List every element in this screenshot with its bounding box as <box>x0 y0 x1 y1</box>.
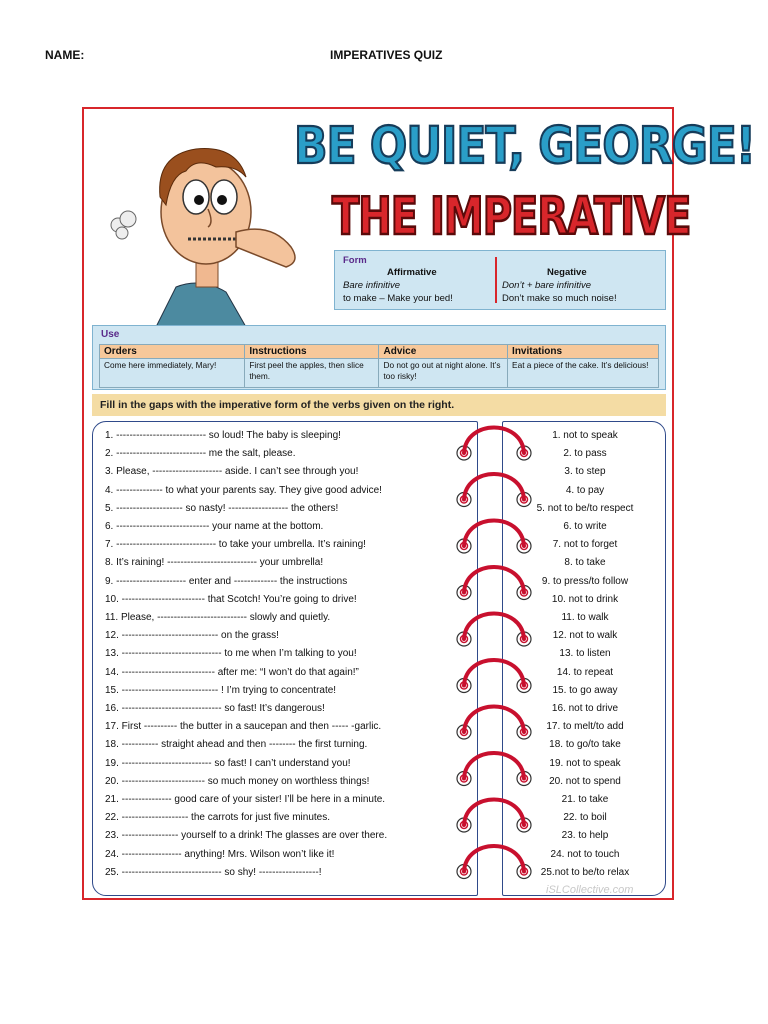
sentence-item: 23. ----------------- yourself to a drink! The glasses are over there. <box>105 830 388 842</box>
verb-item: 1. not to speak <box>552 430 618 441</box>
affirmative-rule: Bare infinitive <box>343 280 401 291</box>
ring-icon <box>457 660 531 693</box>
ring-icon <box>457 521 531 554</box>
sentence-item: 6. ---------------------------- your name at the bottom. <box>105 521 324 532</box>
verb-item: 4. to pay <box>565 484 605 496</box>
ring-icon <box>457 753 531 786</box>
sentence-item: 10. ------------------------- that Scotch! You’re going to drive! <box>105 593 357 605</box>
verb-item: 18. to go/to take <box>549 739 621 751</box>
sentence-item: 15. ----------------------------- ! I’m trying to concentrate! <box>105 684 337 696</box>
sentence-item: 9. --------------------- enter and ------------- the instructions <box>105 575 348 587</box>
use-example-orders: Come here immediately, Mary! <box>100 359 245 388</box>
form-divider <box>495 257 497 303</box>
title-be-quiet-george: BE QUIET, GEORGE! <box>294 117 755 176</box>
sentence-item: 5. -------------------- so nasty! ------------------ the others! <box>105 502 339 514</box>
sentence-item: 13. ------------------------------ to me when I’m talking to you! <box>105 648 357 660</box>
verb-item: 7. not to forget <box>552 539 618 551</box>
negative-rule: Don’t + bare infinitive <box>502 280 591 291</box>
use-col-advice: Advice <box>379 345 508 359</box>
worksheet-frame <box>82 107 755 900</box>
watermark: iSLCollective.com <box>546 884 634 896</box>
sentence-item: 1. --------------------------- so loud! The baby is sleeping! <box>105 430 341 441</box>
sentence-item: 12. ----------------------------- on the grass! <box>105 630 279 642</box>
quiz-title: IMPERATIVES QUIZ <box>330 48 443 62</box>
verb-item: 20. not to spend <box>549 775 621 787</box>
verb-item: 23. to help <box>561 830 609 842</box>
sentence-item: 19. --------------------------- so fast! I can’t understand you! <box>105 757 351 769</box>
verb-item: 2. to pass <box>563 448 607 460</box>
name-label: NAME: <box>45 48 85 62</box>
verb-item: 6. to write <box>563 521 607 532</box>
use-col-invitations: Invitations <box>508 345 659 359</box>
form-title: Form <box>343 255 367 266</box>
ring-icon <box>457 846 531 879</box>
title-the-imperative: THE IMPERATIVE <box>332 187 691 247</box>
verb-item: 8. to take <box>564 557 606 569</box>
use-box <box>92 325 666 390</box>
sentence-item: 8. It’s raining! --------------------------- your umbrella! <box>105 557 324 569</box>
verb-item: 13. to listen <box>559 648 611 660</box>
sentence-item: 25. ------------------------------ so shy! ------------------! <box>105 866 322 878</box>
ring-icon <box>457 428 531 461</box>
ring-icon <box>457 800 531 833</box>
sentence-item: 3. Please, --------------------- aside. I can’t see through you! <box>105 466 359 478</box>
puff-icon <box>111 211 136 239</box>
verb-item: 22. to boil <box>563 812 607 824</box>
verb-item: 21. to take <box>561 794 609 805</box>
use-col-instructions: Instructions <box>245 345 379 359</box>
sentence-item: 14. ---------------------------- after me: “I won’t do that again!” <box>105 666 359 678</box>
affirmative-heading: Affirmative <box>387 267 437 278</box>
use-example-instructions: First peel the apples, then slice them. <box>245 359 379 388</box>
verb-item: 24. not to touch <box>550 848 620 860</box>
use-title: Use <box>101 329 120 340</box>
sentence-item: 21. --------------- good care of your sister! I’ll be here in a minute. <box>105 794 386 805</box>
sentence-item: 17. First ---------- the butter in a saucepan and then ----- -garlic. <box>105 721 382 733</box>
verb-item: 15. to go away <box>552 684 618 696</box>
verb-item: 10. not to drink <box>551 593 619 605</box>
sentence-item: 4. -------------- to what your parents say. They give good advice! <box>105 484 382 496</box>
sentence-item: 22. -------------------- the carrots for just five minutes. <box>105 812 330 824</box>
sentence-item: 24. ------------------ anything! Mrs. Wilson won’t like it! <box>105 848 335 860</box>
george-illustration <box>96 127 306 327</box>
verb-item: 5. not to be/to respect <box>536 502 634 514</box>
sentence-item: 7. ------------------------------ to take your umbrella. It’s raining! <box>105 539 366 551</box>
sentence-item: 20. ------------------------- so much money on worthless things! <box>105 775 370 787</box>
sentence-item: 18. ----------- straight ahead and then -------- the first turning. <box>105 739 368 751</box>
verb-item: 3. to step <box>564 466 606 478</box>
instruction-banner: Fill in the gaps with the imperative form of the verbs given on the right. <box>92 394 666 416</box>
sentence-item: 11. Please, --------------------------- slowly and quietly. <box>105 612 331 623</box>
notebook-rings <box>444 421 544 896</box>
verb-item: 25.not to be/to relax <box>540 866 630 878</box>
verb-item: 17. to melt/to add <box>546 721 624 733</box>
use-table <box>99 344 659 388</box>
verb-item: 9. to press/to follow <box>541 575 629 587</box>
ring-icon <box>457 707 531 740</box>
verb-item: 16. not to drive <box>551 703 619 714</box>
verb-item: 12. not to walk <box>552 630 618 642</box>
verb-item: 14. to repeat <box>556 666 614 678</box>
negative-heading: Negative <box>547 267 587 278</box>
use-example-invitations: Eat a piece of the cake. It’s delicious! <box>508 359 659 388</box>
use-example-advice: Do not go out at night alone. It’s too risky! <box>379 359 508 388</box>
ring-icon <box>457 614 531 647</box>
sentence-item: 2. --------------------------- me the salt, please. <box>105 448 296 460</box>
ring-icon <box>457 474 531 507</box>
sentence-item: 16. ------------------------------ so fast! It’s dangerous! <box>105 703 325 714</box>
ring-icon <box>457 567 531 600</box>
use-col-orders: Orders <box>100 345 245 359</box>
verb-item: 11. to walk <box>561 612 609 623</box>
sentences-page <box>92 421 478 896</box>
verb-item: 19. not to speak <box>549 757 621 769</box>
form-box <box>334 250 666 310</box>
negative-example: Don’t make so much noise! <box>502 293 617 304</box>
affirmative-example: to make – Make your bed! <box>343 293 453 304</box>
